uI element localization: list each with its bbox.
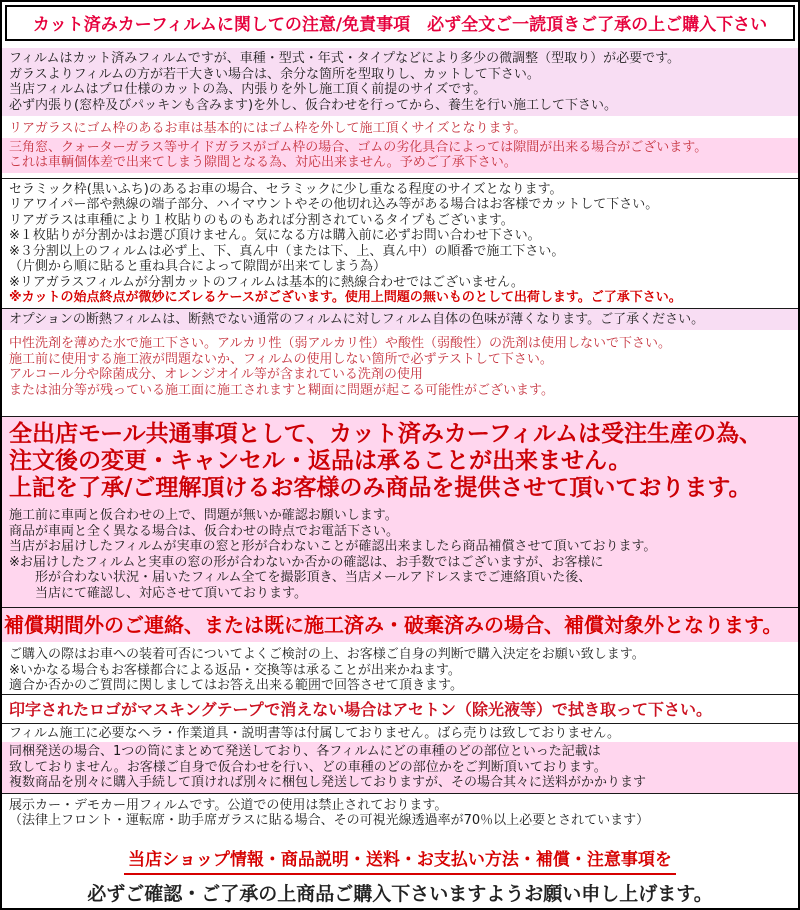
notice-line: 適合か否かのご質問に関しましてはお答え出来る範囲で回答させて頂きます。 (9, 678, 463, 693)
notice-line: これは車輌個体差で出来てしまう隙間となる為、対応出来ません。予めご了承下さい。 (9, 155, 517, 170)
notice-line: （片側から順に貼ると重ね具合によって隙間が出来てしまう為） (9, 259, 387, 274)
notice-line-alert: 印字されたロゴがマスキングテープで消えない場合はアセトン（除光液等）で拭き取って下さい。 (9, 699, 713, 719)
section-divider (2, 723, 798, 724)
footer-notice (2, 849, 798, 910)
section-warranty-period (2, 608, 798, 642)
page-title: カット済みカーフィルムに関しての注意/免責事項 必ず全文ご一読頂きご了承の上ご購入下さい (5, 5, 795, 41)
highlight-band (2, 742, 798, 793)
section-rubber-frame (2, 121, 798, 173)
notice-line: 同梱発送の場合、1つの筒にまとめて発送しており、各フィルムにどの車種のどの部位といった記載は (9, 744, 601, 759)
footer-emphasis-line: 当店ショップ情報・商品説明・送料・お支払い方法・補償・注意事項を (124, 849, 676, 875)
notice-line: または油分等が残っている施工面に施工されますと糊面に問題が起こる可能性がございます。 (9, 382, 554, 398)
section-mall-common-notice (2, 417, 798, 502)
notice-line: ※お届けしたフィルムと実車の窓の形が合わないか否かの確認は、お手数ではございますが、お客様に (9, 554, 604, 570)
notice-line: 必ず内張り(窓枠及びパッキンも含みます)を外し、仮合わせを行ってから、養生を行い施工して下さい。 (9, 97, 618, 113)
section-purchase-decision (2, 642, 798, 694)
notice-line: セラミック枠(黒いふち)のあるお車の場合、セラミックに少し重なる程度のサイズとなります。 (9, 181, 563, 197)
notice-line-major: 上記を了承/ご理解頂けるお客様のみ商品を提供させて頂いております。 (9, 475, 752, 501)
notice-line: 複数商品を別々に購入手続して頂ければ別々に梱包し発送しておりますが、その場合其々に送料がかかります (9, 775, 647, 790)
notice-line: ガラスよりフィルムの方が若干大きい場合は、余分な箇所を型取りし、カットして下さい。 (9, 66, 540, 82)
notice-line: 形が合わない状況・届いたフィルム全てを撮影頂き、当店メールアドレスまでご連絡頂いた後、 (9, 570, 592, 585)
notice-line: 三角窓、クォーターガラス等サイドガラスがゴム枠の場合、ゴムの劣化具合によっては隙間が出来る場合がございます。 (9, 139, 708, 155)
notice-line-major: 補償期間外のご連絡、または既に施工済み・破棄済みの場合、補償対象外となります。 (4, 613, 783, 637)
notice-line: リアガラスにゴム枠のあるお車は基本的にはゴム枠を外して施工頂くサイズとなります。 (9, 121, 527, 136)
notice-line: 展示カー・デモカー用フィルムです。公道での使用は禁止されております。 (9, 797, 448, 813)
notice-line: 当店フィルムはプロ仕様のカットの為、内張りを外し施工頂く前提のサイズです。 (9, 82, 487, 97)
notice-line: フィルムはカット済みフィルムですが、車種・型式・年式・タイプなどにより多少の微調整（型取り）が必要です。 (9, 51, 681, 66)
notice-line-major: 全出店モール共通事項として、カット済みカーフィルムは受注生産の為、 (9, 421, 763, 447)
section-ceramic-split (2, 179, 798, 308)
notice-line: 商品が車両と全く異なる場合は、仮合わせの時点でお電話下さい。 (9, 523, 400, 539)
notice-line: フィルム施工に必要なヘラ・作業道具・説明書等は付属しておりません。ばら売りは致しておりません。 (9, 725, 621, 741)
notice-line: 当店にて確認し、対応させて頂いております。 (9, 585, 307, 601)
section-bundled-shipping (2, 726, 798, 793)
notice-line: ※リアガラスフィルムが分割カットのフィルムは基本的に熱線合わせではございません。 (9, 274, 524, 290)
section-precut-adjustment (2, 48, 798, 116)
notice-line: リアガラスは車種により１枚貼りのものもあれば分割されているタイプもございます。 (9, 212, 514, 228)
notice-line: ご購入の際はお車への装着可否についてよくご検討の上、お客様ご自身の判断で購入決定をお願い致します。 (9, 647, 645, 662)
section-demo-car (2, 794, 798, 829)
notice-line-alert: ※カットの始点終点が微妙にズレるケースがございます。使用上問題の無いものとして出荷します。ご了承下さい。 (9, 290, 682, 305)
order-production-band (2, 417, 798, 607)
notice-line: 当店がお届けしたフィルムが実車の窓と形が合わないことが確認出来ましたら商品補償させて頂いております。 (9, 539, 657, 554)
section-insulation-film (2, 309, 798, 331)
highlight-band (2, 138, 798, 173)
notice-line: 施工前に使用する施工液が問題ないか、フィルムの使用しない箇所で必ずテストして下さい。 (9, 351, 553, 367)
notice-line: 中性洗剤を薄めた水で施工下さい。アルカリ性（弱アルカリ性）や酸性（弱酸性）の洗剤は使用しないで下さい。 (9, 336, 671, 351)
notice-line: 致しておりません。お客様ご自身で仮合わせを行い、どの車種のどの部位かをご判断頂いております。 (9, 759, 607, 775)
notice-line: リアワイパー部や熱線の端子部分、ハイマウントやその他切れ込み等がある場合はお客様でカットして下さい。 (9, 197, 659, 212)
notice-line: ※３分割以上のフィルムは必ず上、下、真ん中（または下、上、真ん中）の順番で施工下さい。 (9, 243, 565, 259)
section-printed-logo (2, 695, 798, 723)
section-detergent (2, 336, 798, 398)
notice-line: ※１枚貼りが分割かはお選び頂けません。気になる方は購入前に必ずお問い合わせ下さい。 (9, 228, 541, 243)
notice-line: オプションの断熱フィルムは、断熱でない通常のフィルムに対しフィルム自体の色味が薄くなります。ご了承ください。 (9, 311, 705, 327)
footer-request-line: 必ずご確認・ご了承の上商品ご購入下さいますようお願い申し上げます。 (77, 882, 722, 910)
notice-line: アルコール分や除菌成分、オレンジオイル等が含まれている洗剤の使用 (9, 367, 423, 382)
notice-line: 施工前に車両と仮合わせの上で、問題が無いか確認お願いします。 (9, 508, 398, 523)
notice-line: （法律上フロント・運転席・助手席ガラスに貼る場合、その可視光線透過率が70％以上必要とされています） (9, 813, 650, 828)
notice-line-major: 注文後の変更・キャンセル・返品は承ることが出来ません。 (9, 448, 632, 474)
notice-line: ※いかなる場合もお客様都合による返品・交換等は承ることが出来かねます。 (9, 662, 461, 678)
section-fit-check (2, 502, 798, 601)
